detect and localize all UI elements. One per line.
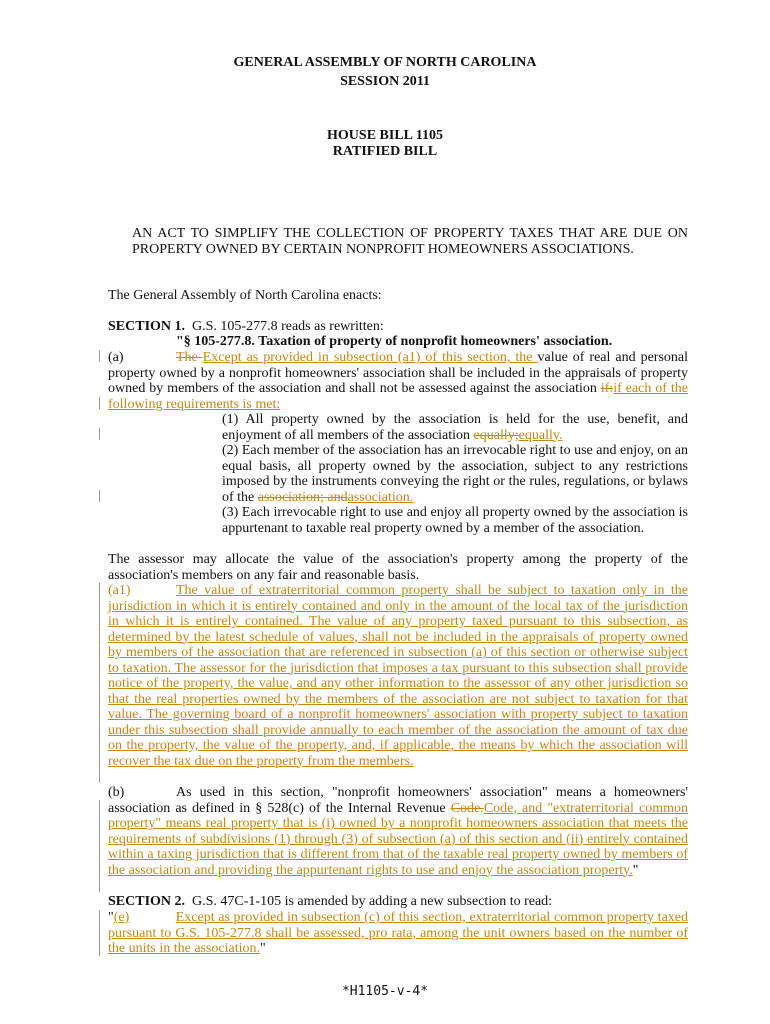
closing-quote: " [260, 941, 266, 956]
inserted-text: if each of the following requirements is met: [108, 381, 688, 412]
section2-intro [108, 894, 688, 910]
subsection-a1-label: (a1) [108, 583, 131, 598]
change-bar [99, 910, 100, 956]
deleted-text: Code. [450, 800, 484, 816]
item-3: (3) Each irrevocable right to use and enjoy all property owned by the association is appurtenant to taxable real property owned by a member of the association. [222, 505, 688, 536]
change-bar [99, 800, 100, 892]
inserted-text: equally. [518, 427, 563, 443]
statute-heading: "§ 105-277.8. Taxation of property of nonprofit homeowners' association. [176, 334, 613, 349]
change-bar [99, 397, 100, 409]
change-bar [99, 350, 100, 362]
document-footer-id: *H1105-v-4* [341, 984, 429, 999]
subsection-e-text: Except as provided in subsection (c) of this section, extraterritorial common property taxed pursuant to G.S. 105-277.8 shall be assessed, pro rata, among the unit owners based on the number of the units in the association. [108, 910, 688, 956]
subsection-e-label: (e) [113, 910, 130, 925]
subsection-b-label: (b) [108, 785, 125, 800]
change-bar [99, 490, 100, 502]
bill-status: RATIFIED BILL [332, 144, 438, 159]
opening-quote: " [108, 910, 114, 925]
subsection-b-text: As used in this section, "nonprofit homeowners' association" means a homeowners' association as defined in § 528(c) of the Internal Revenue [108, 785, 688, 816]
assembly-title: GENERAL ASSEMBLY OF NORTH CAROLINA [233, 55, 537, 70]
item-2-text: (2) Each member of the association has an irrevocable right to use and enjoy, on an equal basis, all property owned by the association, subject to any restrictions imposed by the instruments conveying the right or the rules, regulations, or bylaws of the [222, 443, 688, 505]
inserted-text: association. [347, 489, 414, 505]
subsection-a1 [108, 583, 688, 769]
session-title: SESSION 2011 [340, 74, 430, 89]
item-2 [222, 443, 688, 505]
deleted-text: association; and [257, 489, 348, 505]
deleted-text: equally; [473, 427, 519, 443]
deleted-text: if: [600, 381, 614, 396]
item-1 [222, 412, 688, 443]
bill-number: HOUSE BILL 1105 [327, 128, 443, 143]
subsection-e [108, 910, 688, 957]
inserted-text: Except as provided in subsection (a1) of this section, the [202, 350, 538, 365]
subsection-a [108, 350, 688, 412]
closing-quote: " [632, 862, 639, 878]
item-1-text: (1) All property owned by the association is held for the use, benefit, and enjoyment of all members of the association [222, 412, 688, 443]
change-bar [99, 583, 100, 783]
deleted-text: The [176, 350, 203, 365]
section2-label: SECTION 2. [108, 894, 186, 909]
section1-label: SECTION 1. [108, 319, 186, 334]
inserted-text: Code, and "extraterritorial common property" means real property that is (i) owned by a nonprofit homeowners association that meets the requirements of subdivisions (1) through (3) of subsection (a) of this section and (ii) entirely contained within a taxing jurisdiction that is different from that of the taxable real property owned by members of the association and providing the appurtenant rights to use and enjoy the association property. [108, 800, 688, 878]
subsection-a-text: value of real and personal property owned by a nonprofit homeowners' association shall be included in the appraisals of property owned by members of the association and shall not be assessed against the association [108, 350, 689, 396]
section1-intro-text: G.S. 105-277.8 reads as rewritten: [192, 319, 384, 334]
subsection-a-label: (a) [108, 350, 124, 365]
enacting-clause: The General Assembly of North Carolina enacts: [108, 288, 382, 303]
section2-intro-text: G.S. 47C-1-105 is amended by adding a new subsection to read: [192, 894, 553, 909]
subsection-a1-text: The value of extraterritorial common property shall be subject to taxation only in the jurisdiction in which it is entirely contained and only in the amount of the local tax of the jurisdiction in which it is entirely contained. The value of any property taxed pursuant to this subsection, as determined by the latest schedule of values, shall not be included in the appraisals of property owned by members of the association that are referenced in subsection (a) of this section or otherwise subject to taxation. The assessor for the jurisdiction that imposes a tax pursuant to this subsection shall provide notice of the property, the value, and any other information to the assessor of any other jurisdiction so that the real properties owned by the members of the association are not subject to taxation for that value. The governing board of a nonprofit homeowners' association with property subject to taxation under this subsection shall provide annually to each member of the association the amount of tax due on the property, the value of the property, and, if applicable, the means by which the association will recover the tax due on the property from the members. [108, 583, 688, 769]
assessor-paragraph: The assessor may allocate the value of the association's property among the property of the association's members on any fair and reasonable basis. [108, 552, 688, 583]
section1-intro [108, 319, 688, 335]
act-title: AN ACT TO SIMPLIFY THE COLLECTION OF PROPERTY TAXES THAT ARE DUE ON PROPERTY OWNED BY CERTAIN NONPROFIT HOMEOWNERS ASSOCIATIONS. [132, 226, 688, 257]
change-bar [99, 428, 100, 440]
subsection-b [108, 785, 688, 878]
